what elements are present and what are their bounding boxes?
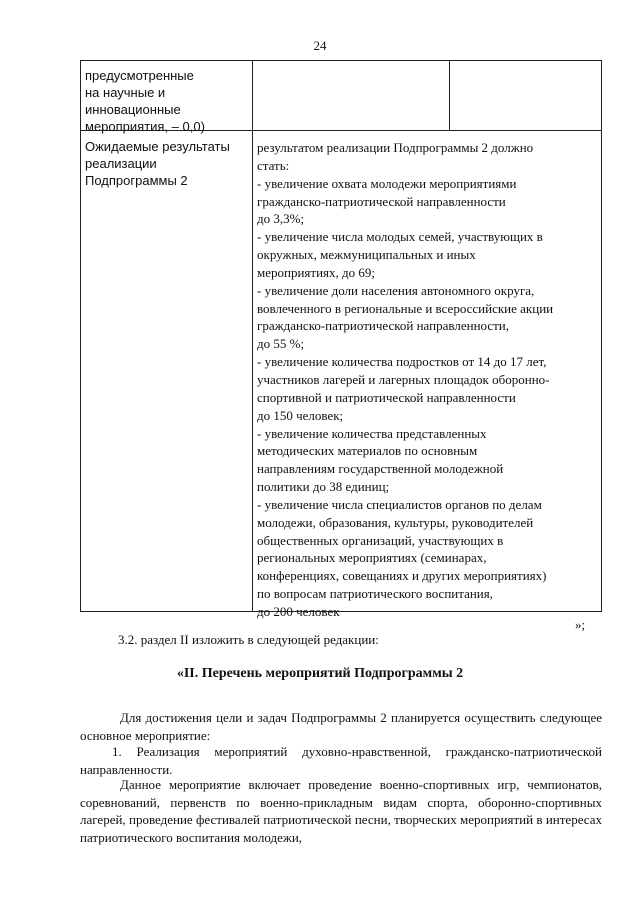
continuation-cell-text: предусмотренные на научные и инновационные мероприятия, – 0,0) [85, 68, 205, 134]
expected-results-text: результатом реализации Подпрограммы 2 должно стать: - увеличение охвата молодежи мероприятиями гражданско-патриотической направленности до 3,3%; - увеличение числа молодых семей, участвующих в окружных, межмуниципальных и иных мероприятиях, до 69; - увеличение доли населения автономного округа, вовлеченного в региональные и всероссийские акции гражданско-патриотической направленности, до 55 %; - увеличение количества подростков от 14 до 17 лет, участников лагерей и лагерных площадок оборонно- спортивной и патриотической направленности до 150 человек; - увеличение количества представленных методических материалов по основным направлениям государственной молодежной политики до 38 единиц; - увеличение числа специалистов органов по делам молодежи, образования, культуры, руководителей общественных организаций, участвующих в региональных мероприятиях (семинарах, конференциях, совещаниях и других мероприятиях) по вопросам патриотического воспитания, до 200 человек [257, 140, 554, 619]
measure-description: Данное мероприятие включает проведение военно-спортивных игр, чемпионатов, соревнований, первенств по военно-прикладным видам спорта, оборонно-спортивных лагерей, проведение фестивалей патриотической песни, творческих мероприятий в интересах патриотического воспитания молодежи, [80, 777, 602, 845]
table-column-divider [252, 61, 253, 611]
amendment-instruction: 3.2. раздел II изложить в следующей редакции: [118, 632, 379, 647]
subprogram-passport-table [80, 60, 602, 619]
page-number: 24 [313, 38, 327, 53]
intro-paragraph: Для достижения цели и задач Подпрограммы 2 планируется осуществить следующее основное мероприятие: [80, 710, 602, 743]
table-column-divider-top-row [449, 61, 450, 130]
section-title: «II. Перечень мероприятий Подпрограммы 2 [176, 666, 464, 681]
expected-results-label: Ожидаемые результаты реализации Подпрограммы 2 [85, 139, 230, 188]
closing-quote: »; [575, 617, 586, 632]
measure-item-1: 1. Реализация мероприятий духовно-нравственной, гражданско-патриотической направленности. [80, 744, 602, 777]
